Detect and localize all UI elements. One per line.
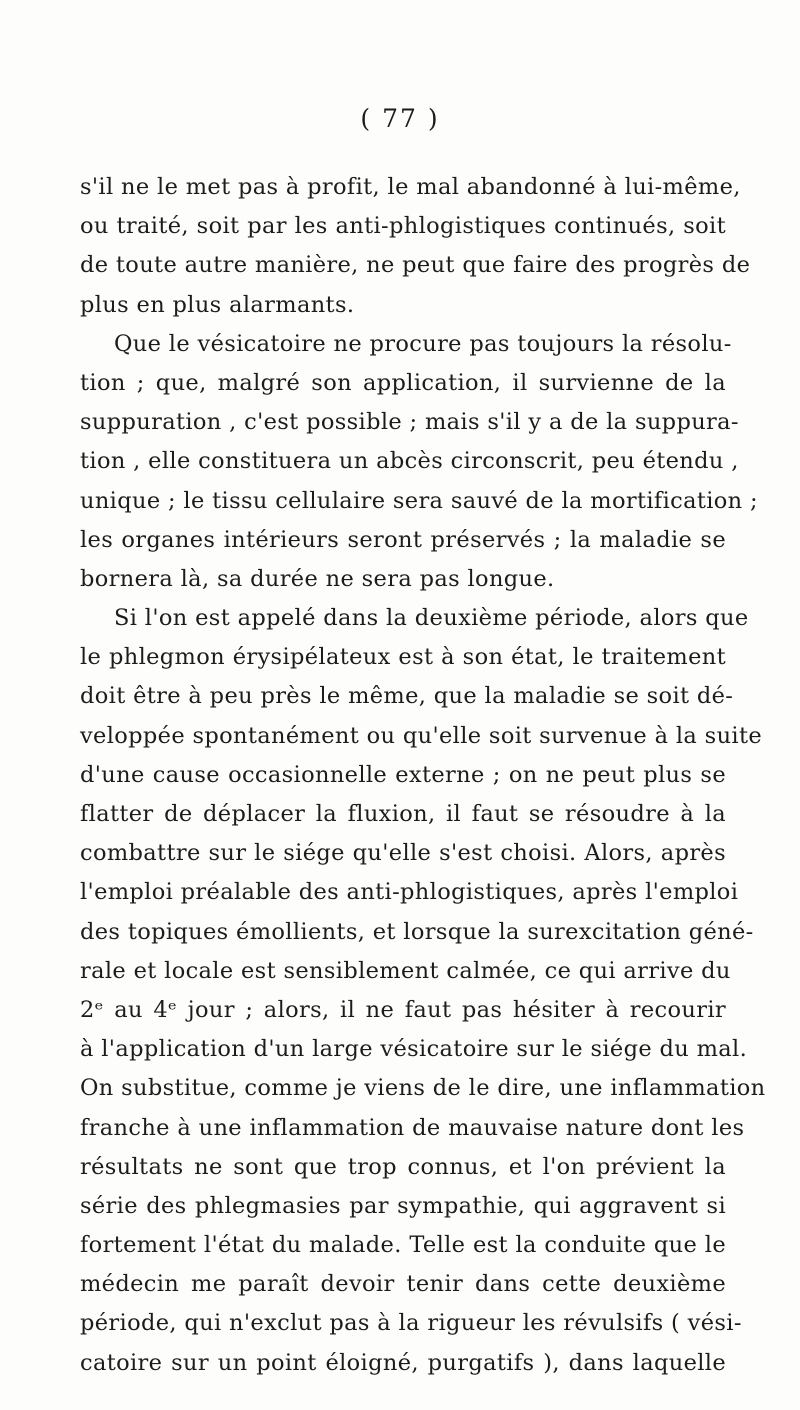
text-line: tion , elle constituera un abcès circonscrit, peu étendu ,: [80, 448, 739, 475]
text-line: période, qui n'exclut pas à la rigueur les révulsifs ( vési-: [80, 1310, 742, 1337]
text-line: unique ; le tissu cellulaire sera sauvé de la mortification ;: [80, 487, 758, 514]
text-line: fortement l'état du malade. Telle est la conduite que le: [80, 1232, 726, 1259]
text-line: des topiques émollients, et lorsque la surexcitation géné-: [80, 918, 754, 945]
text-line: flatter de déplacer la fluxion, il faut se résoudre à la: [80, 801, 726, 827]
text-line: franche à une inflammation de mauvaise nature dont les: [80, 1114, 745, 1141]
text-line: résultats ne sont que trop connus, et l'on prévient la: [80, 1153, 726, 1180]
text-line: 2ᵉ au 4ᵉ jour ; alors, il ne faut pas hésiter à recourir: [80, 996, 726, 1023]
text-line: combattre sur le siége qu'elle s'est choisi. Alors, après: [80, 840, 726, 867]
text-line: ou traité, soit par les anti-phlogistiques continués, soit: [80, 213, 726, 240]
text-line: plus en plus alarmants.: [80, 291, 355, 318]
text-line: Si l'on est appelé dans la deuxième période, alors que: [114, 605, 749, 632]
text-line: le phlegmon érysipélateux est à son état, le traitement: [80, 644, 726, 671]
text-line: doit être à peu près le même, que la maladie se soit dé-: [80, 683, 734, 710]
text-line: médecin me paraît devoir tenir dans cette deuxième: [80, 1271, 726, 1298]
text-line: Que le vésicatoire ne procure pas toujours la résolu-: [114, 330, 732, 357]
text-line: rale et locale est sensiblement calmée, ce qui arrive du: [80, 957, 731, 984]
text-line: d'une cause occasionnelle externe ; on ne peut plus se: [80, 761, 726, 788]
text-line: bornera là, sa durée ne sera pas longue.: [80, 565, 555, 592]
text-line: de toute autre manière, ne peut que faire des progrès de: [80, 252, 751, 279]
text-line: catoire sur un point éloigné, purgatifs ), dans laquelle: [80, 1349, 726, 1376]
text-line: à l'application d'un large vésicatoire sur le siége du mal.: [80, 1036, 748, 1063]
text-line: veloppée spontanément ou qu'elle soit survenue à la suite: [80, 722, 763, 749]
text-line: série des phlegmasies par sympathie, qui aggravent si: [80, 1192, 726, 1219]
text-line: les organes intérieurs seront préservés ; la maladie se: [80, 526, 726, 553]
page-number: ( 77 ): [360, 104, 440, 133]
text-line: On substitue, comme je viens de le dire, une inflammation: [80, 1075, 766, 1102]
text-line: tion ; que, malgré son application, il survienne de la: [80, 369, 726, 396]
body-text: [80, 168, 766, 1383]
text-line: suppuration , c'est possible ; mais s'il y a de la suppura-: [80, 409, 739, 436]
text-line: s'il ne le met pas à profit, le mal abandonné à lui-même,: [80, 174, 741, 200]
text-line: l'emploi préalable des anti-phlogistiques, après l'emploi: [80, 879, 739, 906]
